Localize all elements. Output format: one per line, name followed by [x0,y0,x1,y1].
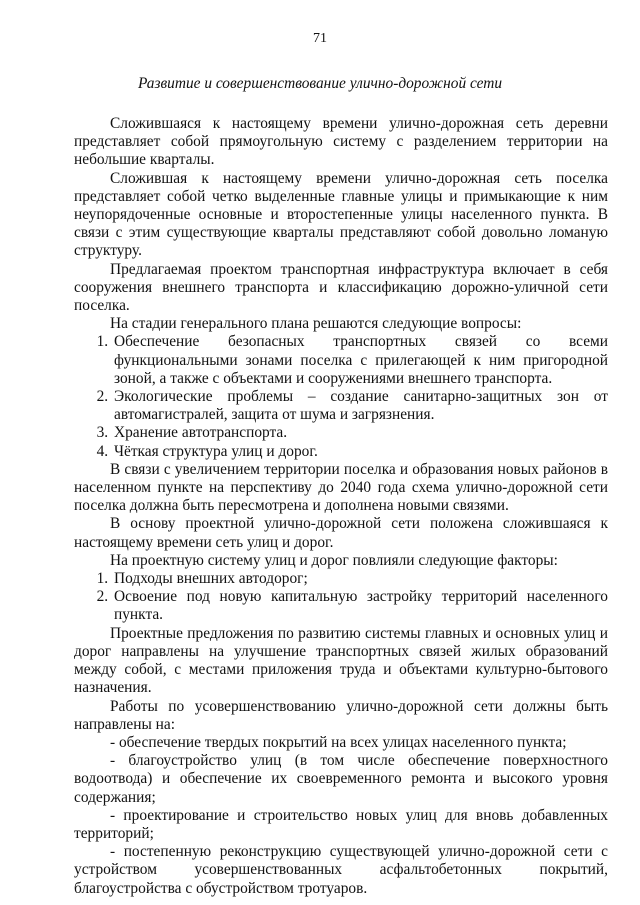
list-item: 3. Хранение автотранспорта. [112,424,608,442]
paragraph: Сложившаяся к настоящему времени улично-дорожная сеть деревни представляет собой прямоугольную систему с разделением территории на небольшие кварталы. [74,115,608,169]
bullet-paragraph: - обеспечение твердых покрытий на всех улицах населенного пункта; [110,733,567,751]
paragraph: Проектные предложения по развитию системы главных и основных улиц и дорог направлены на улучшение транспортных связей жилых образований между собой, с местами приложения труда и объектами культурно-бытового назначения. [74,624,608,697]
paragraph: В связи с увеличением территории поселка и образования новых районов в населенном пункте на перспективу до 2040 года схема улично-дорожной сети поселка должна быть пересмотрена и дополнена новыми связями. [74,460,608,515]
list-item: 1. Обеспечение безопасных транспортных связей со всеми функциональными зонами поселка с прилегающей к ним пригородной зоной, а также с объектами и сооружениями внешнего транспорта. [112,333,608,388]
paragraph: Работы по усовершенствованию улично-дорожной сети должны быть направлены на: [74,697,608,733]
paragraph: В основу проектной улично-дорожной сети положена сложившаяся к настоящему времени сеть улиц и дорог. [74,515,608,551]
bullet-paragraph: - благоустройство улиц (в том числе обеспечение поверхностного водоотвода) и обеспечение их своевременного ремонта и высокого уровня содержания; [74,752,608,806]
list-item: 4. Чёткая структура улиц и дорог. [112,443,608,461]
numbered-list [74,570,608,625]
list-item: 2. Экологические проблемы – создание санитарно-защитных зон от автомагистралей, защита от шума и загрязнения. [112,388,608,424]
paragraph: На проектную систему улиц и дорог повлияли следующие факторы: [110,551,558,569]
bullet-paragraph: - проектирование и строительство новых улиц для вновь добавленных территорий; [74,806,608,842]
bullet-paragraph: - постепенную реконструкцию существующей улично-дорожной сети с устройством усовершенствованных асфальтобетонных покрытий, благоустройства с обустройством тротуаров. [74,843,608,897]
paragraph: Сложившая к настоящему времени улично-дорожная сеть поселка представляет собой четко выделенные главные улицы и примыкающие к ним неупорядоченные основные и второстепенные улицы населенного пункта. В связи с этим существующие кварталы представляют собой довольно ломаную структуру. [74,169,608,260]
section-title: Развитие и совершенствование улично-дорожной сети [137,75,503,92]
page-number: 71 [313,31,327,46]
paragraph: На стадии генерального плана решаются следующие вопросы: [110,315,522,333]
paragraph: Предлагаемая проектом транспортная инфраструктура включает в себя сооружения внешнего транспорта и классификацию дорожно-уличной сети поселка. [74,260,608,315]
list-item: 1. Подходы внешних автодорог; [112,570,608,588]
numbered-list [74,333,608,460]
list-item: 2. Освоение под новую капитальную застройку территорий населенного пункта. [112,588,608,624]
body-text [74,115,608,898]
